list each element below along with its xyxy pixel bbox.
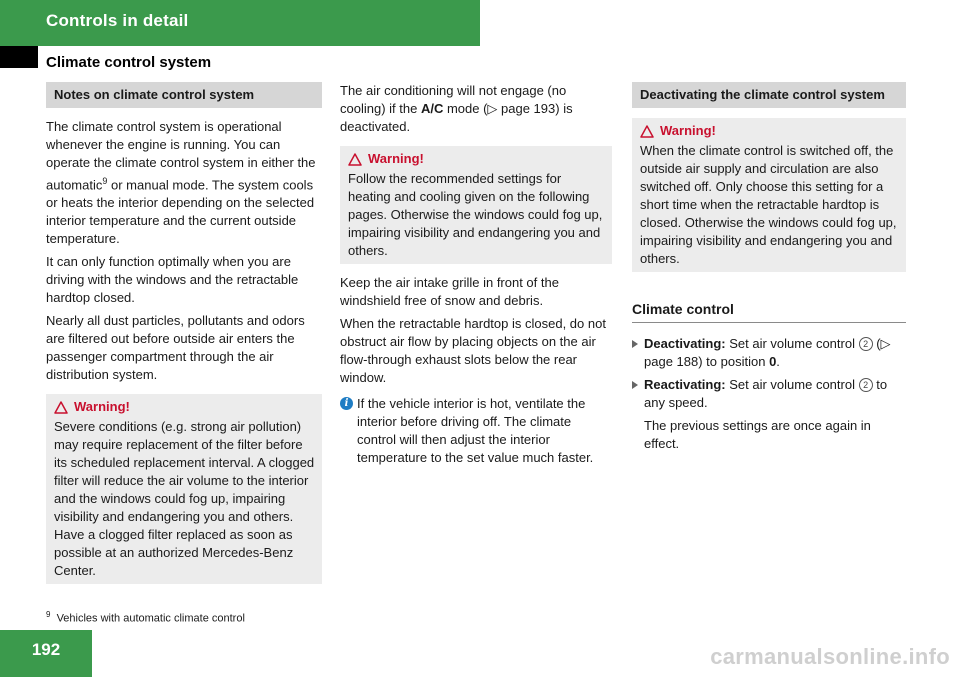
warning-text: When the climate control is switched off, the outside air supply and circulation are also switched off. Only choose this setting for a short time when the retractable hardtop is closed. Otherwise the windows could fog up, impairing visibility and endangering you and others. [640, 143, 897, 266]
warning-triangle-icon [348, 153, 362, 166]
section-heading-notes: Notes on climate control system [46, 82, 322, 108]
warning-box [46, 394, 322, 584]
control-number-badge: 2 [859, 337, 873, 351]
column-2 [340, 82, 612, 467]
paragraph: When the retractable hardtop is closed, do not obstruct air flow by placing objects on the air flow-through exhaust slots below the rear window. [340, 316, 606, 385]
column-3 [632, 82, 906, 458]
page-number: 192 [31, 640, 61, 659]
bullet-arrow-icon [632, 381, 638, 389]
paragraph: Nearly all dust particles, pollutants and odors are filtered out before outside air enters the passenger compartment through the air distribution system. [46, 313, 305, 383]
watermark: carmanualsonline.info [710, 644, 950, 669]
warning-text: Follow the recommended settings for heating and cooling given on the following pages. Otherwise the windows could fog up, impairing visibility and endangering you and others. [348, 171, 603, 258]
footnote: $^9$ Vehicles with automatic climate control [46, 610, 245, 625]
warning-box [340, 146, 612, 264]
control-number-badge: 2 [859, 378, 873, 392]
subheading-climate-control: Climate control [632, 300, 906, 323]
mode-label: A/C [420, 101, 444, 116]
page-reference[interactable]: ▷ page 193 [487, 101, 556, 116]
paragraph: It can only function optimally when you are driving with the windows and the retractable hardtop closed. [46, 254, 299, 306]
warning-box [632, 118, 906, 272]
chapter-title: Controls in detail [46, 11, 189, 30]
bullet-note: The previous settings are once again in effect. [644, 418, 871, 451]
warning-title: Warning! [348, 150, 606, 168]
section-heading-deactivating: Deactivating the climate control system [632, 82, 906, 108]
page-reference[interactable]: ▷ page 188 [644, 336, 891, 369]
warning-title: Warning! [640, 122, 900, 140]
bullet-item-deactivating: Deactivating: Set air volume control 2 (▷ page 188) to position 0. [632, 335, 906, 371]
info-text: If the vehicle interior is hot, ventilate the interior before driving off. The climate control will then adjust the interior temperature to the set value much faster. [357, 396, 594, 465]
paragraph: Keep the air intake grille in front of the windshield free of snow and debris. [340, 275, 559, 308]
info-icon: i [340, 397, 353, 410]
bullet-arrow-icon [632, 340, 638, 348]
warning-triangle-icon [54, 401, 68, 414]
paragraph: The air conditioning will not engage (no cooling) if the A/C mode (▷ page 193) is deactivated. [340, 83, 573, 134]
bullet-item-reactivating: Reactivating: Set air volume control 2 to any speed. [632, 376, 906, 412]
warning-triangle-icon [640, 125, 654, 138]
column-1 [46, 82, 322, 594]
footnote-ref: 9 [102, 176, 108, 186]
section-title: Climate control system [46, 54, 212, 71]
info-note [340, 395, 612, 467]
section-marker [0, 46, 38, 68]
warning-text: Severe conditions (e.g. strong air pollution) may require replacement of the filter before its scheduled replacement interval. A clogged filter will reduce the air volume to the interior and the windows could fog up, impairing visibility and endangering you and others. Have a clogged filter replaced as soon as possible at an authorized Mercedes-Benz Center. [54, 419, 315, 579]
warning-title: Warning! [54, 398, 316, 416]
paragraph: The climate control system is operational whenever the engine is running. You can operate the climate control system in either the automatic$^9$ or manual mode. The system cools or heats the interior depending on the selected interior temperature and the current outside temperature. [46, 119, 316, 247]
